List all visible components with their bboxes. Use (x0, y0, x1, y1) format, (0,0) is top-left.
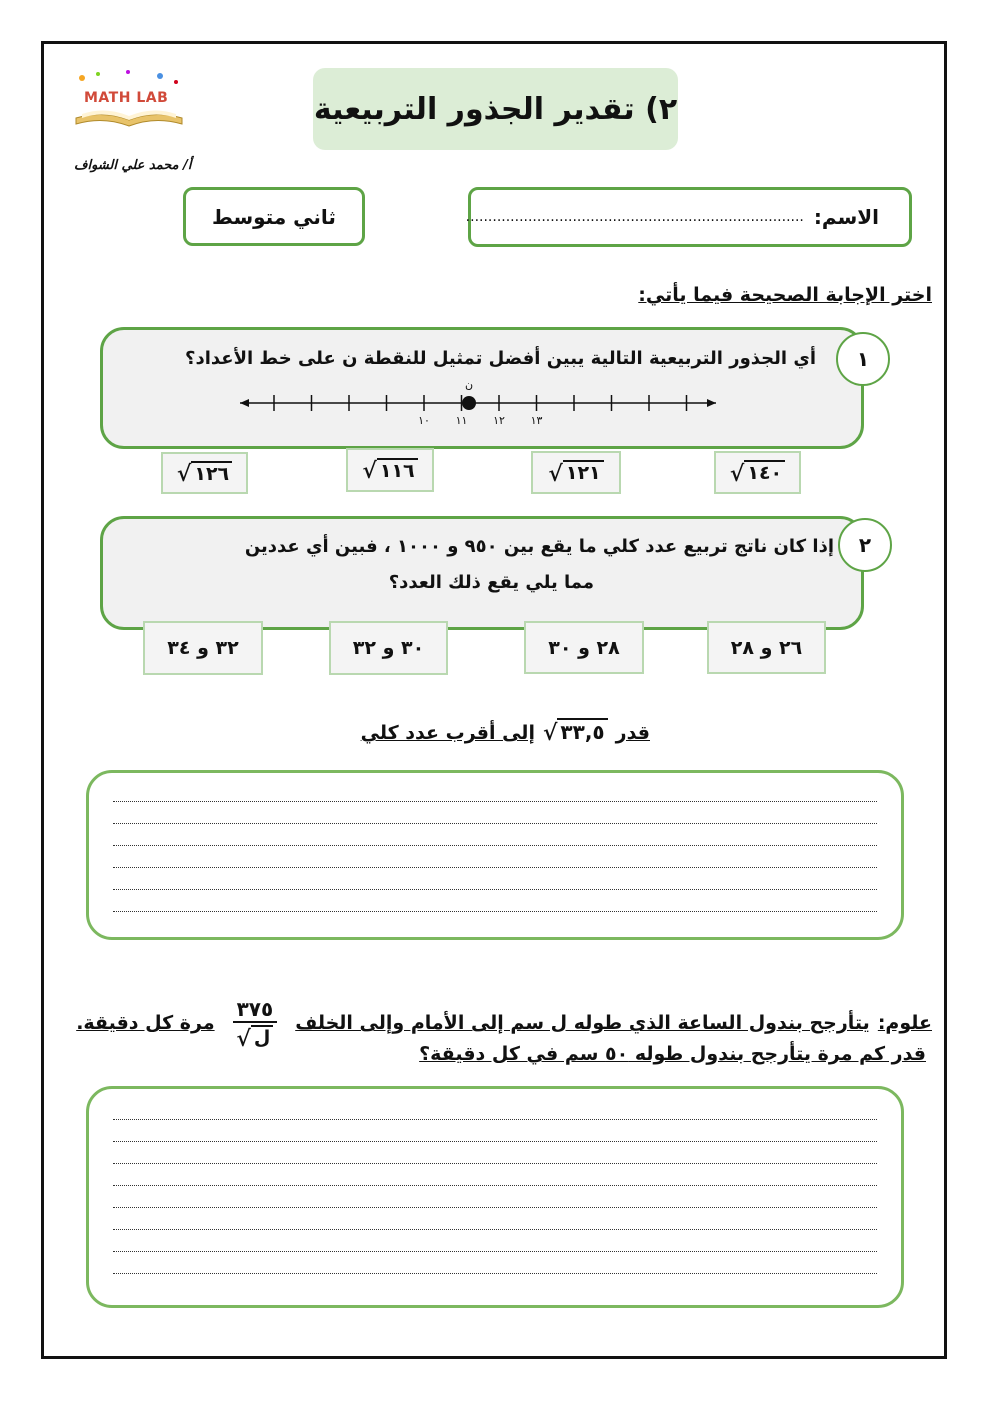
q2-option-b[interactable]: ٣٠ و ٣٢ (329, 621, 448, 675)
square-root-icon: √ (176, 461, 192, 488)
answer-line (113, 1119, 877, 1120)
question-4-text-b: مرة كل دقيقة. (76, 1012, 215, 1035)
answer-line (113, 1251, 877, 1252)
question-4-line2: قدر كم مرة يتأرجح بندول طوله ٥٠ سم في كل دقيقة؟ (419, 1043, 926, 1065)
q1-option-b[interactable] (346, 448, 434, 492)
q1-option-c-value: ١٢١ (563, 460, 604, 485)
q1-option-d-value: ١٤٠ (744, 460, 785, 485)
question-4-text-a: يتأرجح بندول الساعة الذي طوله ل سم إلى الأمام وإلى الخلف (295, 1012, 870, 1035)
q2-option-a[interactable]: ٣٢ و ٣٤ (143, 621, 263, 675)
question-1-text: أي الجذور التربيعية التالية يبين أفضل تمثيل للنقطة ن على خط الأعداد؟ (185, 348, 816, 369)
teacher-name: أ/ محمد علي الشواف (74, 158, 192, 173)
answer-line (113, 911, 877, 912)
name-label: الاسم: (813, 205, 879, 229)
question-1-number: ١ (836, 332, 890, 386)
q2-option-d[interactable]: ٢٦ و ٢٨ (707, 621, 826, 674)
question-4-line1 (76, 997, 932, 1050)
answer-line (113, 801, 877, 802)
square-root-icon: √ (729, 460, 745, 487)
answer-line (113, 867, 877, 868)
answer-line (113, 1207, 877, 1208)
question-4-numerator: ٣٧٥ (233, 997, 278, 1023)
q2-option-c[interactable]: ٢٨ و ٣٠ (524, 621, 644, 674)
question-2-text-line1: إذا كان ناتج تربيع عدد كلي ما يقع بين ٩٥٠ و ١٠٠٠ ، فبين أي عددين (244, 536, 834, 557)
question-4-label: علوم: (877, 1012, 932, 1035)
instruction: اختر الإجابة الصحيحة فيما يأتي: (638, 284, 932, 306)
question-3-prefix: قدر (615, 722, 650, 744)
name-field[interactable]: ............................................................................ (465, 209, 804, 225)
page-title: ٢) تقدير الجذور التربيعية (313, 68, 678, 150)
level-box (183, 187, 365, 246)
name-box[interactable] (465, 187, 912, 247)
answer-line (113, 845, 877, 846)
q1-option-a-value: ١٢٦ (191, 461, 232, 486)
square-root-icon: √ (236, 1025, 251, 1052)
q1-option-b-value: ١١٦ (377, 458, 418, 483)
question-2-number: ٢ (838, 518, 892, 572)
number-line-tick-label: ١٣ (530, 414, 543, 427)
question-4-denominator: ل (251, 1025, 274, 1050)
q1-option-c[interactable] (531, 451, 621, 494)
answer-line (113, 1141, 877, 1142)
answer-line (113, 1273, 877, 1274)
arrow-right-icon (707, 399, 716, 407)
question-3-radicand: ٣٣,٥ (557, 718, 607, 744)
answer-box-1[interactable] (86, 770, 904, 940)
number-line-tick-label: ١٠ (418, 414, 430, 427)
number-line (236, 376, 720, 428)
point-n-marker (462, 396, 476, 410)
answer-line (113, 1163, 877, 1164)
question-4-fraction (233, 997, 278, 1050)
point-n-label: ن (464, 378, 474, 391)
question-3-heading (361, 718, 650, 744)
square-root-icon: √ (362, 458, 377, 485)
logo-text: MATH LAB (84, 90, 169, 106)
answer-line (113, 1185, 877, 1186)
q1-option-a[interactable] (161, 452, 248, 494)
square-root-icon: √ (542, 720, 558, 746)
answer-line (113, 1229, 877, 1230)
question-3-suffix: إلى أقرب عدد كلي (360, 722, 535, 744)
number-line-tick-label: ١٢ (493, 414, 505, 427)
math-lab-logo (68, 66, 190, 134)
number-line-tick-label: ١١ (455, 414, 468, 427)
level-label: ثاني متوسط (212, 204, 336, 229)
square-root-icon: √ (548, 460, 563, 487)
answer-line (113, 823, 877, 824)
arrow-left-icon (240, 399, 249, 407)
answer-box-2[interactable] (86, 1086, 904, 1308)
q1-option-d[interactable] (714, 451, 801, 494)
answer-line (113, 889, 877, 890)
question-2-text-line2: مما يلي يقع ذلك العدد؟ (388, 572, 594, 593)
